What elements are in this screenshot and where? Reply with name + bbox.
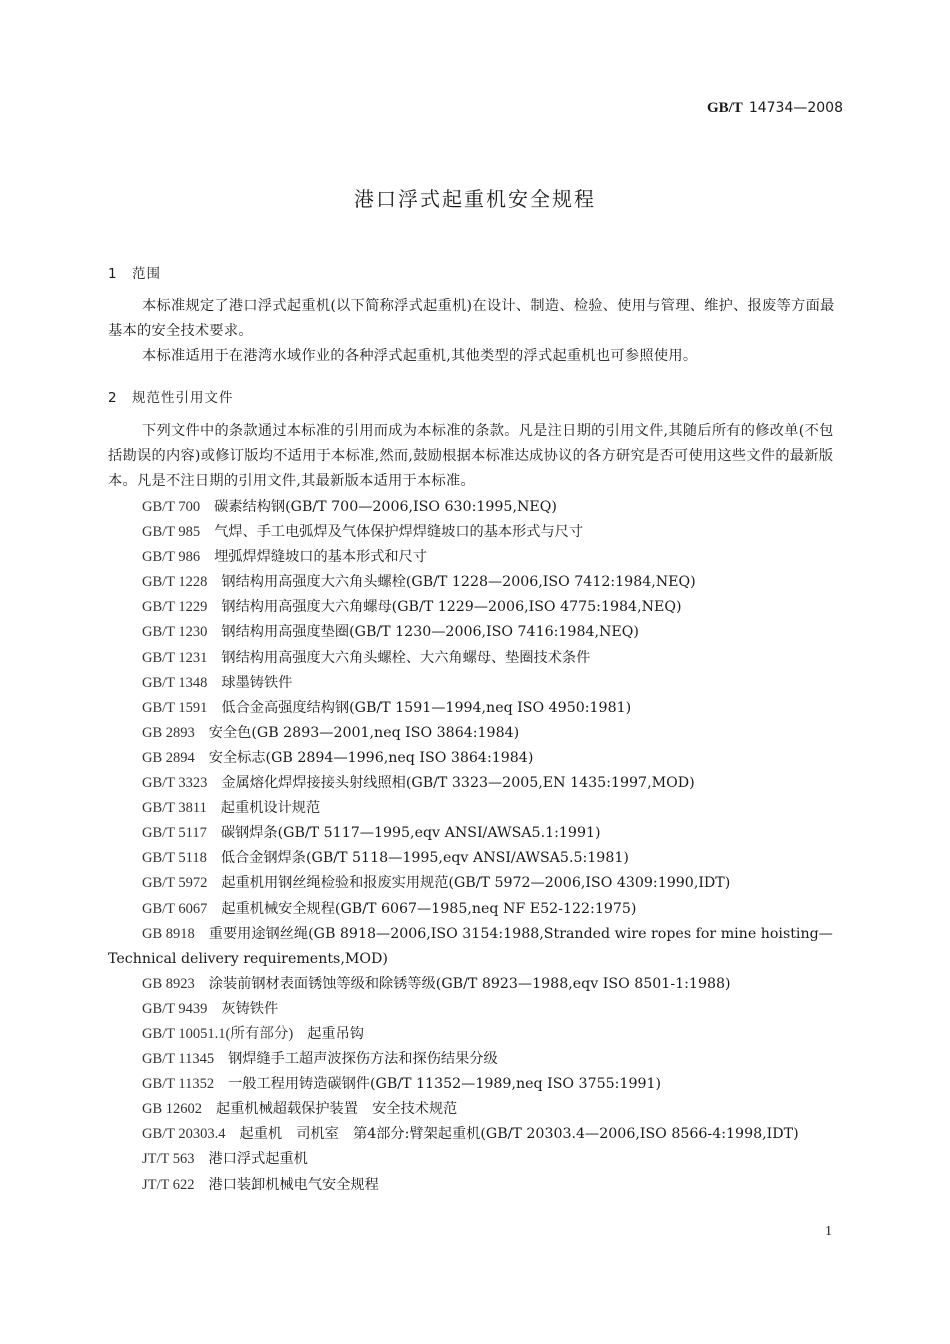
page-number: 1 (825, 1224, 832, 1239)
reference-code: JT/T 622 (142, 1176, 195, 1193)
reference-code: GB 8923 (142, 975, 195, 992)
reference-item (108, 796, 844, 821)
reference-title: 起重机用钢丝绳检验和报废实用规范(GB/T 5972—2006,ISO 4309:1990,IDT) (221, 875, 731, 892)
reference-code: GB/T 1591 (142, 699, 208, 716)
reference-code: GB 2893 (142, 724, 195, 741)
reference-code: GB 2894 (142, 749, 195, 766)
reference-item (108, 721, 844, 746)
reference-title: 钢焊缝手工超声波探伤方法和探伤结果分级 (228, 1051, 498, 1068)
reference-item (108, 1072, 844, 1097)
reference-title: 安全色(GB 2893—2001,neq ISO 3864:1984) (208, 724, 520, 741)
reference-title: 起重机械安全规程(GB/T 6067—1985,neq NF E52-122:1975) (221, 900, 637, 917)
references-intro-paragraph: 下列文件中的条款通过本标准的引用而成为本标准的条款。凡是注日期的引用文件,其随后所有的修改单(不包括勘误的内容)或修订版均不适用于本标准,然而,鼓励根据本标准达成协议的各方研究是否可使用这些文件的最新版本。凡是不注日期的引用文件,其最新版本适用于本标准。 (108, 423, 834, 489)
reference-item (108, 771, 844, 796)
reference-title: 钢结构用高强度大六角螺母(GB/T 1229—2006,ISO 4775:1984,NEQ) (221, 599, 682, 616)
reference-code: GB/T 11345 (142, 1051, 215, 1068)
section-title: 规范性引用文件 (132, 390, 234, 406)
reference-item (108, 570, 844, 595)
reference-item (108, 671, 844, 696)
reference-title: 一般工程用铸造碳钢件(GB/T 11352—1989,neq ISO 3755:1991) (228, 1076, 662, 1093)
reference-code: GB/T 5118 (142, 850, 207, 867)
reference-code: GB/T 986 (142, 549, 201, 566)
reference-item (108, 1047, 844, 1072)
reference-code: GB/T 6067 (142, 900, 208, 917)
reference-title: 低合金钢焊条(GB/T 5118—1995,eqv ANSI/AWSA5.5:1981) (220, 850, 629, 867)
reference-title: 低合金高强度结构钢(GB/T 1591—1994,neq ISO 4950:1981) (221, 699, 632, 716)
reference-item (108, 871, 844, 896)
reference-item (108, 821, 844, 846)
reference-item (108, 646, 844, 671)
standard-code (707, 100, 843, 117)
reference-code: GB/T 985 (142, 524, 201, 541)
reference-code: GB/T 5972 (142, 875, 208, 892)
scope-paragraph-2: 本标准适用于在港湾水域作业的各种浮式起重机,其他类型的浮式起重机也可参照使用。 (142, 348, 698, 364)
reference-title: 港口浮式起重机 (208, 1151, 308, 1168)
reference-item (108, 520, 844, 545)
reference-code: GB/T 3323 (142, 775, 208, 792)
reference-title: 起重机械超载保护装置 安全技术规范 (216, 1101, 458, 1118)
reference-item (108, 495, 844, 520)
reference-title: 埋弧焊焊缝坡口的基本形式和尺寸 (214, 549, 427, 566)
reference-title: 起重机设计规范 (220, 800, 321, 817)
reference-item (108, 997, 844, 1022)
section-number: 2 (108, 390, 118, 406)
reference-title: 起重机 司机室 第4部分:臂架起重机(GB/T 20303.4—2006,ISO 8566-4:1998,IDT) (239, 1126, 799, 1143)
reference-item (108, 972, 844, 997)
reference-code: GB/T 10051.1(所有部分) (142, 1025, 294, 1042)
reference-title: 钢结构用高强度大六角头螺栓(GB/T 1228—2006,ISO 7412:1984,NEQ) (221, 574, 696, 591)
reference-code: GB/T 5117 (142, 825, 207, 842)
reference-item (108, 897, 844, 922)
reference-code: GB/T 3811 (142, 800, 207, 817)
reference-item (108, 846, 844, 871)
reference-code: GB/T 700 (142, 499, 201, 515)
reference-code: GB/T 1228 (142, 574, 208, 591)
reference-item (108, 1022, 844, 1047)
reference-title: 港口装卸机械电气安全规程 (208, 1176, 379, 1193)
reference-code: GB/T 1229 (142, 599, 208, 616)
reference-item (108, 545, 844, 570)
reference-item (108, 922, 844, 972)
reference-title: 金属熔化焊焊接接头射线照相(GB/T 3323—2005,EN 1435:1997,MOD) (221, 775, 695, 792)
reference-item (108, 1097, 844, 1122)
reference-item (108, 696, 844, 721)
reference-code: GB/T 1230 (142, 624, 208, 641)
reference-item (108, 595, 844, 620)
reference-item (108, 1122, 844, 1147)
reference-code: GB/T 20303.4 (142, 1126, 226, 1143)
reference-title: 气焊、手工电弧焊及气体保护焊焊缝坡口的基本形式与尺寸 (214, 524, 584, 541)
reference-title: 安全标志(GB 2894—1996,neq ISO 3864:1984) (208, 749, 534, 766)
section-number: 1 (108, 266, 118, 282)
reference-item (108, 746, 844, 771)
standard-prefix: GB/T (706, 100, 743, 116)
reference-code: GB/T 9439 (142, 1000, 208, 1017)
reference-code: JT/T 563 (142, 1151, 195, 1168)
reference-title: 碳钢焊条(GB/T 5117—1995,eqv ANSI/AWSA5.1:1991) (220, 825, 601, 842)
reference-list (108, 495, 844, 1198)
reference-title: 灰铸铁件 (221, 1000, 279, 1017)
reference-title: 涂装前钢材表面锈蚀等级和除锈等级(GB/T 8923—1988,eqv ISO 8501-1:1988) (208, 975, 731, 992)
document-title: 港口浮式起重机安全规程 (354, 187, 596, 211)
standard-number: 14734—2008 (748, 100, 843, 116)
section-title: 范围 (132, 266, 161, 282)
reference-item (108, 1147, 844, 1172)
reference-title: 碳素结构钢(GB/T 700—2006,ISO 630:1995,NEQ) (214, 499, 557, 515)
section-heading-scope (108, 262, 161, 282)
reference-title: 钢结构用高强度大六角头螺栓、大六角螺母、垫圈技术条件 (221, 649, 591, 666)
reference-item (108, 620, 844, 645)
reference-title: 重要用途钢丝绳(GB 8918—2006,ISO 3154:1988,Stranded wire ropes for mine hoisting—Technical delivery requirements,MOD) (108, 925, 833, 967)
reference-code: GB 8918 (142, 925, 195, 942)
reference-title: 球墨铸铁件 (221, 674, 293, 691)
scope-paragraph-1: 本标准规定了港口浮式起重机(以下简称浮式起重机)在设计、制造、检验、使用与管理、维护、报废等方面最基本的安全技术要求。 (108, 298, 835, 339)
reference-item (108, 1173, 844, 1198)
reference-code: GB/T 1231 (142, 649, 208, 666)
reference-title: 钢结构用高强度垫圈(GB/T 1230—2006,ISO 7416:1984,NEQ) (221, 624, 639, 641)
section-heading-normative-references (108, 386, 234, 406)
reference-code: GB 12602 (142, 1101, 203, 1118)
reference-code: GB/T 11352 (142, 1076, 215, 1093)
reference-title: 起重吊钩 (307, 1025, 364, 1042)
reference-code: GB/T 1348 (142, 674, 208, 691)
